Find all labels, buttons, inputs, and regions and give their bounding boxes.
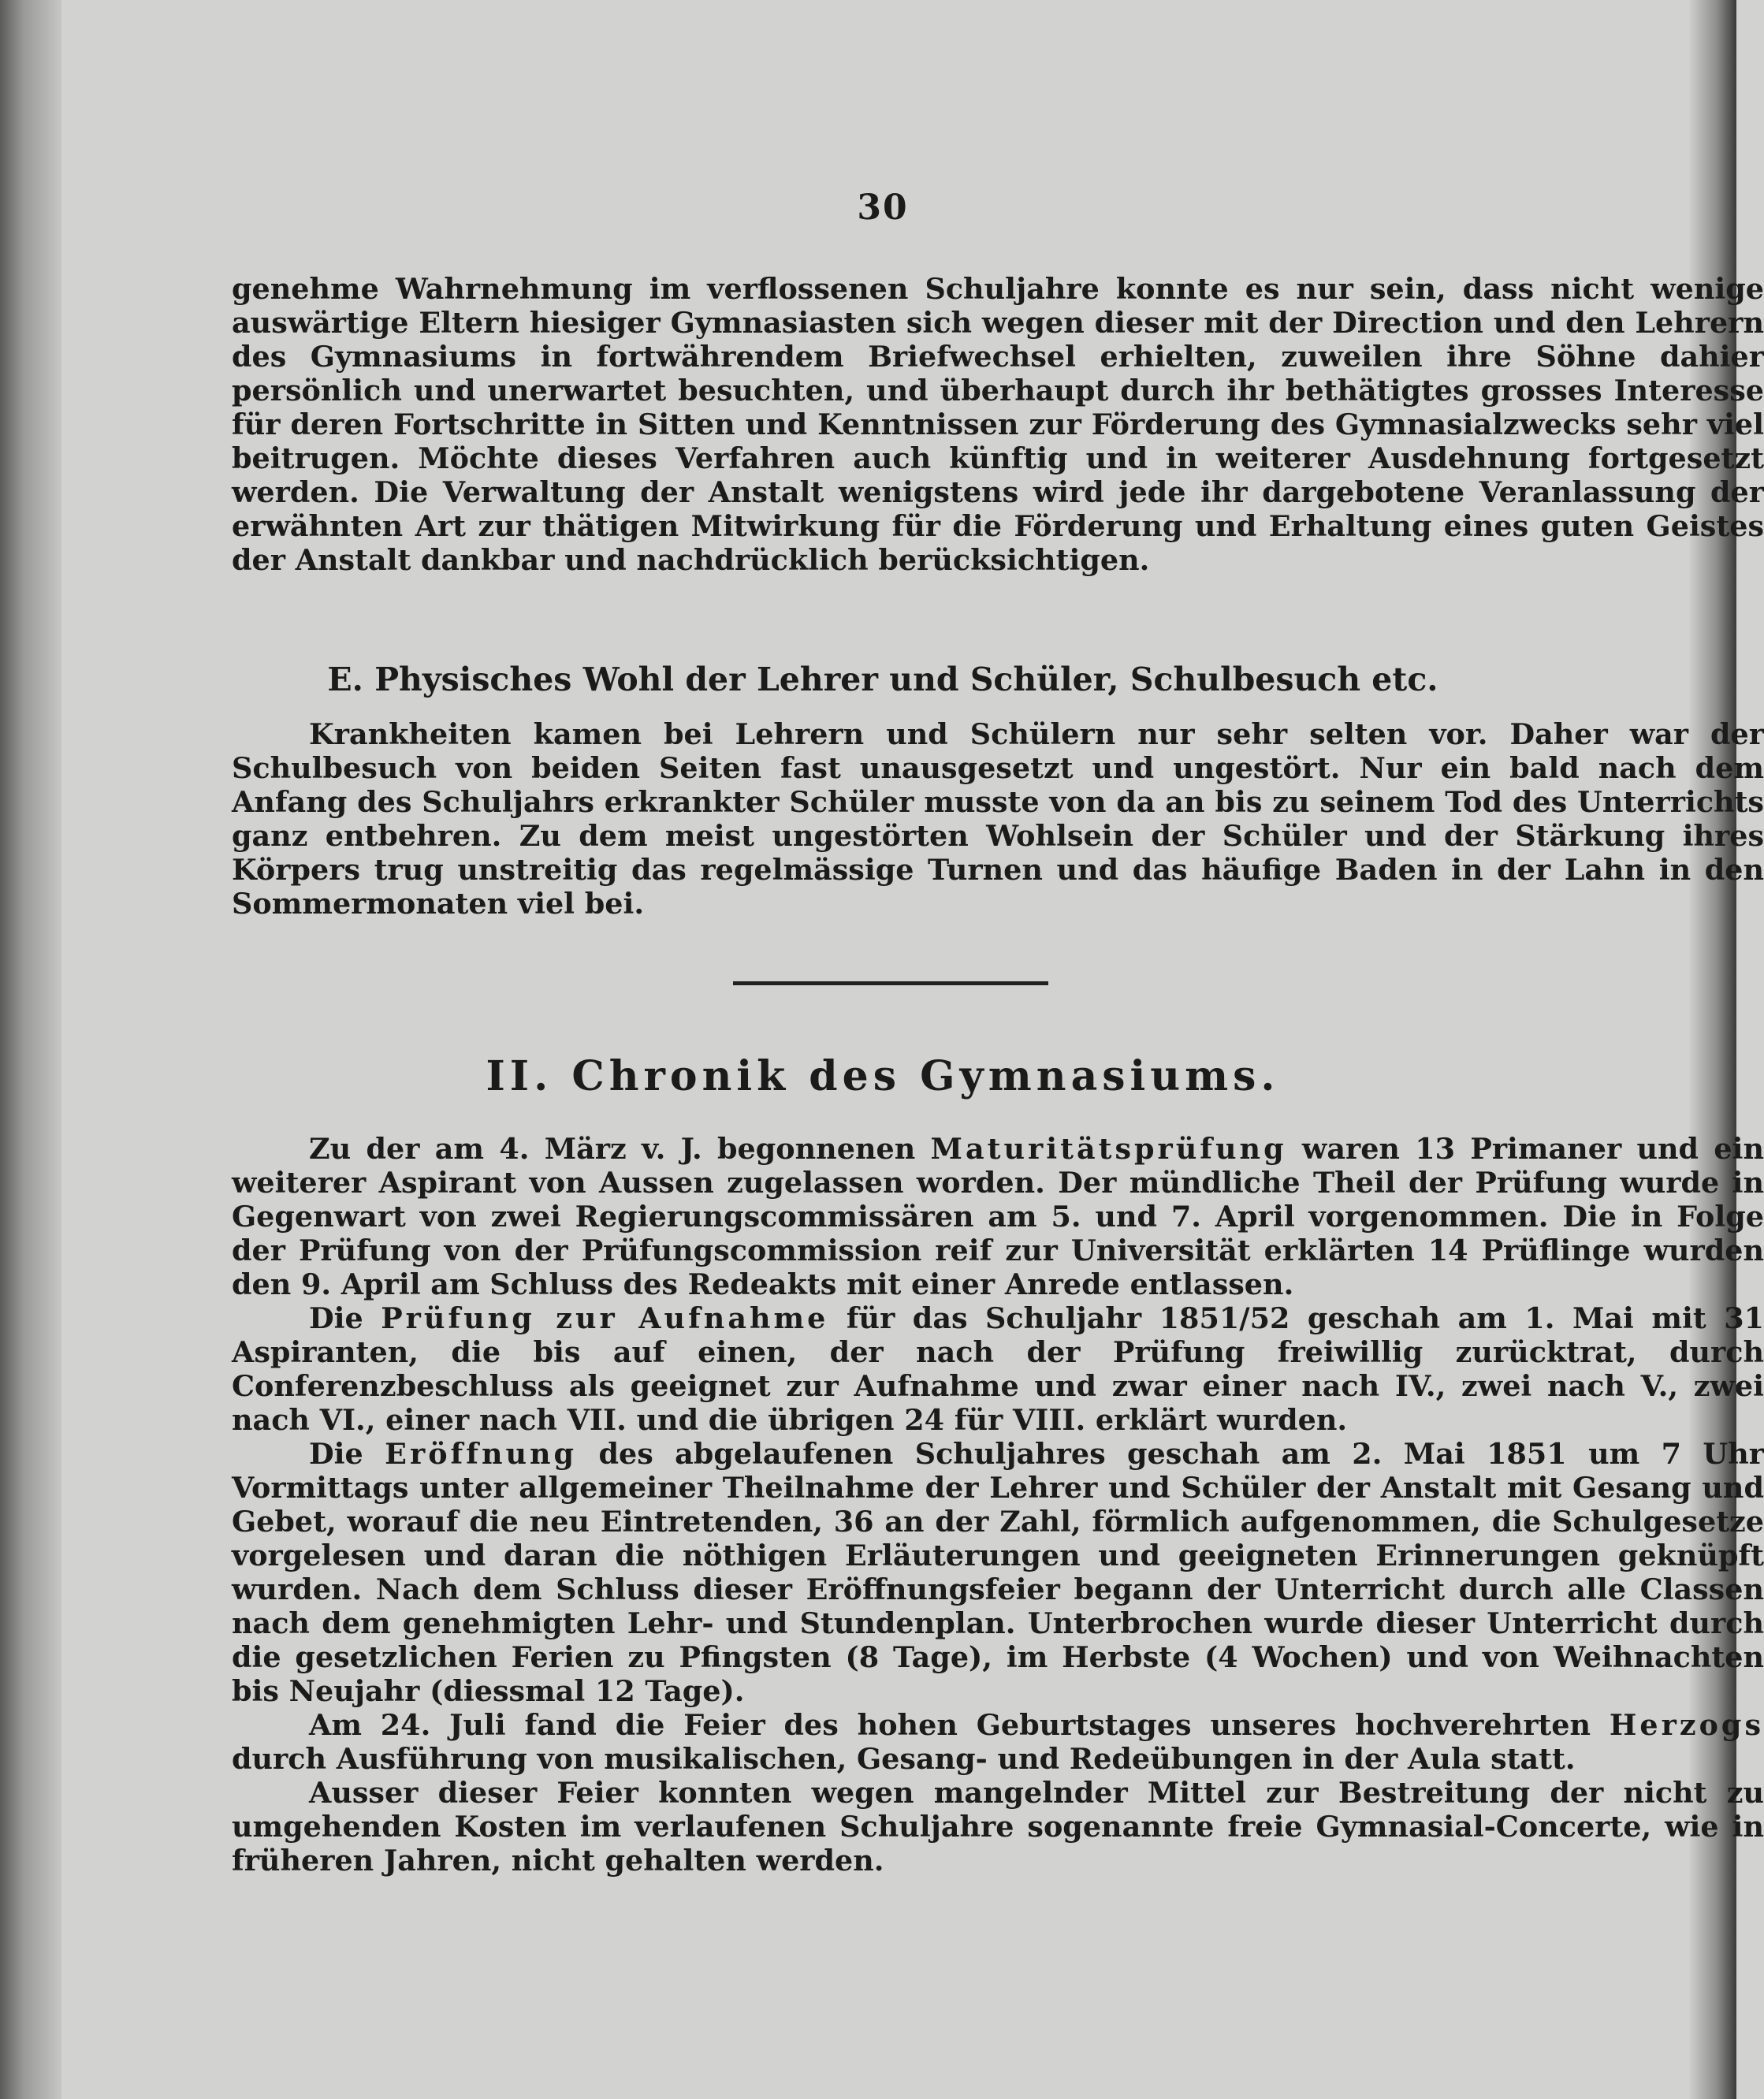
scan-left-edge	[0, 0, 61, 2099]
text-run: des abgelaufenen Schuljahres geschah am 2. Mai 1851 um 7 Uhr Vormittags unter allgemeiner Theilnahme der Lehrer und Schüler der Anstalt mit Gesang und Gebet, worauf die neu Eintretenden, 36 an der Zahl, förmlich aufgenommen, die Schulgesetze vorgelesen und daran die nöthigen Erläuterungen und geeigneten Erinnerungen geknüpft wurden. Nach dem Schluss dieser Eröffnungsfeier begann der Unterricht durch alle Classen nach dem genehmigten Lehr- und Stundenplan. Unterbrochen wurde dieser Unterricht durch die gesetzlichen Ferien zu Pfingsten (8 Tage), im Herbste (4 Wochen) und von Weihnachten bis Neujahr (diessmal 12 Tage).	[232, 1437, 1764, 1708]
text-run: durch Ausführung von musikalischen, Gesang- und Redeübungen in der Aula statt.	[232, 1742, 1576, 1776]
emphasis-text: Maturitätsprüfung	[930, 1132, 1287, 1166]
section-d-continuation	[232, 272, 1764, 577]
document-page	[213, 0, 1764, 2099]
section-e-heading: E. Physisches Wohl der Lehrer und Schüler, Schulbesuch etc.	[327, 661, 1438, 698]
page-number: 30	[857, 188, 909, 228]
paragraph-admission-exam	[232, 1301, 1764, 1437]
text-run: für das Schuljahr 1851/52 geschah am 1. Mai mit 31 Aspiranten, die bis auf einen, der nach der Prüfung freiwillig zurücktrat, durch Conferenzbeschluss als geeignet zur Aufnahme und zwar einer nach IV., zwei nach V., zwei nach VI., einer nach VII. und die übrigen 24 für VIII. erklärt wurden.	[232, 1301, 1764, 1437]
section-ii-body	[232, 1132, 1764, 1878]
text-run: Ausser dieser Feier konnten wegen mangelnder Mittel zur Bestreitung der nicht zu umgehenden Kosten im verlaufenen Schuljahre sogenannte freie Gymnasial-Concerte, wie in früheren Jahren, nicht gehalten werden.	[232, 1776, 1764, 1878]
emphasis-text: Eröffnung	[385, 1437, 578, 1471]
section-divider	[733, 981, 1048, 985]
paragraph: genehme Wahrnehmung im verflossenen Schuljahre konnte es nur sein, dass nicht wenige auswärtige Eltern hiesiger Gymnasiasten sich wegen dieser mit der Direction und den Lehrern des Gymnasiums in fortwährendem Briefwechsel erhielten, zuweilen ihre Söhne dahier persönlich und unerwartet besuchten, und überhaupt durch ihr bethätigtes grosses Interesse für deren Fortschritte in Sitten und Kenntnissen zur Förderung des Gymnasialzwecks sehr viel beitrugen. Möchte dieses Verfahren auch künftig und in weiterer Ausdehnung fortgesetzt werden. Die Verwaltung der Anstalt wenigstens wird jede ihr dargebotene Veranlassung der erwähnten Art zur thätigen Mitwirkung für die Förderung und Erhaltung eines guten Geistes der Anstalt dankbar und nachdrücklich berücksichtigen.	[232, 272, 1764, 577]
section-e-body	[232, 717, 1764, 921]
emphasis-text: Herzogs	[1609, 1708, 1764, 1742]
text-run: Zu der am 4. März v. J. begonnenen	[309, 1132, 931, 1166]
section-ii-heading: II. Chronik des Gymnasiums.	[486, 1052, 1280, 1100]
paragraph: Krankheiten kamen bei Lehrern und Schülern nur sehr selten vor. Daher war der Schulbesuch von beiden Seiten fast unausgesetzt und ungestört. Nur ein bald nach dem Anfang des Schuljahrs erkrankter Schüler musste von da an bis zu seinem Tod des Unterrichts ganz entbehren. Zu dem meist ungestörten Wohlsein der Schüler und der Stärkung ihres Körpers trug unstreitig das regelmässige Turnen und das häufige Baden in der Lahn in den Sommermonaten viel bei.	[232, 717, 1764, 921]
paragraph-maturity-exam	[232, 1132, 1764, 1301]
emphasis-text: Prüfung zur Aufnahme	[381, 1301, 829, 1335]
paragraph-concerts	[232, 1776, 1764, 1878]
paragraph-opening	[232, 1437, 1764, 1708]
text-run: Die	[309, 1437, 385, 1471]
text-run: Am 24. Juli fand die Feier des hohen Geburtstages unseres hochverehrten	[309, 1708, 1610, 1742]
text-run: waren 13 Primaner und ein weiterer Aspirant von Aussen zugelassen worden. Der mündliche Theil der Prüfung wurde in Gegenwart von zwei Regierungscommissären am 5. und 7. April vorgenommen. Die in Folge der Prüfung von der Prüfungscommission reif zur Universität erklärten 14 Prüflinge wurden den 9. April am Schluss des Redeakts mit einer Anrede entlassen.	[232, 1132, 1764, 1301]
text-run: Die	[309, 1301, 381, 1335]
paragraph-birthday	[232, 1708, 1764, 1776]
